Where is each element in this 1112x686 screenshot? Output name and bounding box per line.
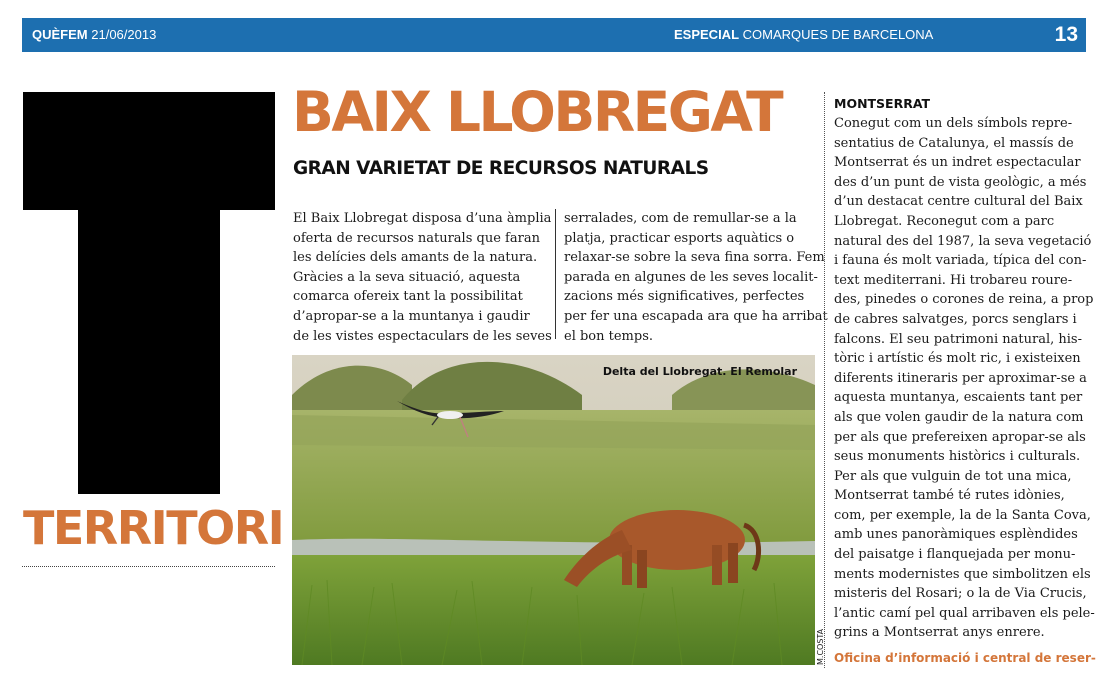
text-line: ments modernistes que simbolitzen els [834,566,1091,582]
text-line: Montserrat és un indret espectacular [834,155,1081,171]
big-letter-bar [23,92,275,210]
text-line: d’un destacat centre cultural del Baix [834,194,1083,210]
text-line: de les vistes espectaculars de les seves [293,328,552,344]
text-line: oferta de recursos naturals que faran [293,230,540,246]
publication-name: QUÈFEM [32,27,88,42]
text-line: Conegut com un dels símbols repre- [834,116,1073,131]
text-line: Llobregat. Reconegut com a parc [834,213,1055,229]
section-label: TERRITORI [23,501,284,555]
text-line: misteris del Rosari; o la de Via Crucis, [834,586,1087,602]
text-line: relaxar-se sobre la seva fina sorra. Fem [564,250,825,266]
text-line: zacions més significatives, perfectes [564,289,805,305]
article-photo [292,355,815,665]
photo-credit: M.COSTA [816,628,825,665]
page-header-bar [22,18,1086,52]
text-line: i fauna és molt variada, típica del con- [834,253,1087,269]
text-line: de cabres salvatges, porcs senglars i [834,311,1077,327]
photo-caption: Delta del Llobregat. El Remolar [602,365,797,378]
photo-scene [292,355,815,665]
text-line: platja, practicar esports aquàtics o [564,230,795,246]
text-line: del paisatge i flanquejada per monu- [834,547,1076,563]
text-line: aquesta muntanya, escaients tant per [834,390,1083,406]
text-line: com, per exemple, la de la Santa Cova, [834,507,1091,523]
section-divider [22,566,275,567]
article-headline: BAIX LLOBREGAT [292,80,782,144]
side-article-title: MONTSERRAT [834,96,931,111]
header-section [674,27,933,42]
text-line: als que volen gaudir de la natura com [834,409,1084,425]
text-line: per fer una escapada ara que ha arribat [564,308,828,324]
header-section-bold: ESPECIAL [674,27,740,42]
text-line: tòric i artístic és molt ric, i existeixen [834,351,1081,367]
text-line: per als que prefereixen apropar-se als [834,429,1086,445]
big-letter-stem [78,210,220,494]
page-number: 13 [1054,23,1078,46]
text-line: text mediterrani. Hi trobareu roure- [834,272,1073,288]
text-line: El Baix Llobregat disposa d’una àmplia [293,211,552,226]
article-column-2 [564,209,828,346]
text-line: grins a Montserrat anys enrere. [834,625,1045,641]
text-line: parada en algunes de les seves localit- [564,269,818,285]
text-line: comarca ofereix tant la possibilitat [293,289,523,305]
text-line: seus monuments històrics i culturals. [834,449,1081,465]
text-line: Montserrat també té rutes idònies, [834,488,1065,504]
side-article-body [834,114,1095,643]
text-line: Per als que vulguin de tot una mica, [834,468,1072,484]
header-section-name: COMARQUES DE BARCELONA [742,27,934,42]
text-line: diferents itineraris per aproximar-se a [834,370,1087,386]
text-line: les delícies dels amants de la natura. [293,250,538,266]
text-line: serralades, com de remullar-se a la [564,211,797,226]
article-column-1 [293,209,552,346]
header-publication-date [32,27,156,42]
text-line: Gràcies a la seva situació, aquesta [293,269,521,285]
text-line: el bon temps. [564,328,654,344]
text-line: l’antic camí pel qual arribaven els pele- [834,605,1095,621]
text-line: d’apropar-se a la muntanya i gaudir [293,308,530,324]
text-line: falcons. El seu patrimoni natural, his- [834,331,1082,347]
sidebar-divider [824,92,825,668]
text-line: sentatius de Catalunya, el massís de [834,135,1074,151]
column-divider [555,209,556,339]
text-line: amb unes panoràmiques esplèndides [834,527,1078,543]
article-subheadline: GRAN VARIETAT DE RECURSOS NATURALS [293,158,709,179]
issue-date: 21/06/2013 [91,27,157,42]
info-office-link: Oficina d’informació i central de reser- [834,651,1096,665]
text-line: des, pinedes o corones de reina, a prop [834,292,1094,308]
text-line: natural des del 1987, la seva vegetació [834,233,1092,249]
text-line: des d’un punt de vista geològic, a més [834,174,1087,190]
